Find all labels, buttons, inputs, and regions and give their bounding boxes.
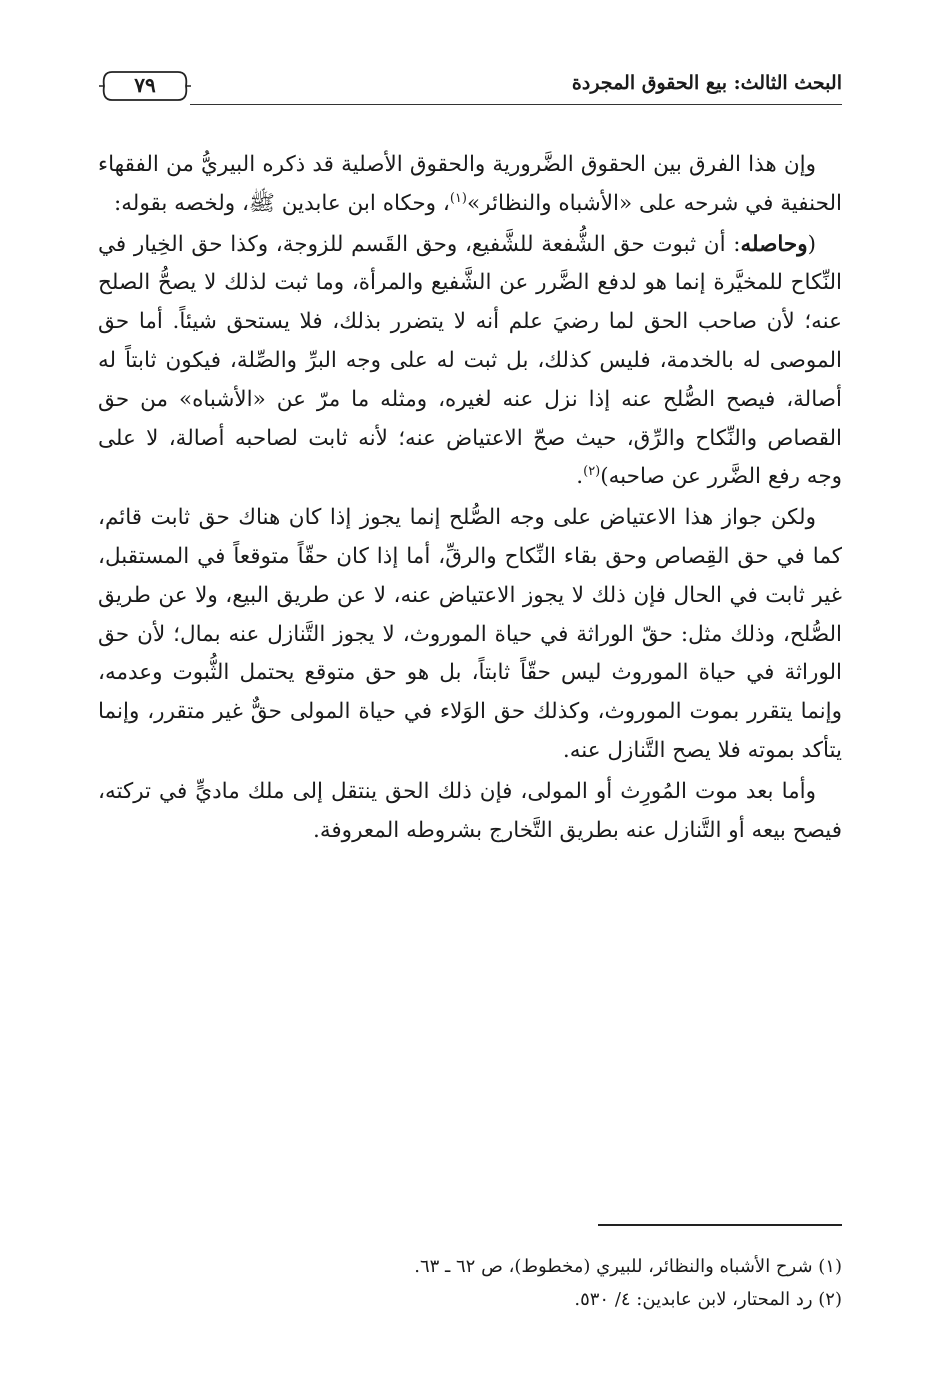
paragraph-2-text-b: . [576, 464, 584, 490]
footnotes [98, 1250, 842, 1316]
page-number-frame [98, 66, 192, 106]
quote-open-paren: ( [807, 231, 816, 257]
running-header [98, 62, 842, 108]
paragraph-3: ولكن جواز هذا الاعتياض على وجه الصُّلح إنما يجوز إذا كان هناك حق ثابت قائم، كما في حق القِصاص وحق بقاء النِّكاح والرقِّ، أما إذا كان حقّاً متوقعاً في المستقبل، غير ثابت في الحال فإن ذلك لا يجوز الاعتياض عنه، لا عن طريق البيع، ولا عن طريق الصُّلح، وذلك مثل: حقّ الوراثة في حياة الموروث، لا يجوز التَّنازل عنه بمال؛ لأن حق الوراثة في حياة الموروث ليس حقّاً ثابتاً، بل هو حق متوقع يحتمل الثُّبوت وعدمه، وإنما يتقرر بموت الموروث، وكذلك حق الوَلاء في حياة المولى حقٌّ غير متقرر، وإنما يتأكد بموته فلا يصح التَّنازل عنه. [98, 505, 842, 763]
body-text [98, 146, 842, 850]
paragraph-2-text-a: : أن ثبوت حق الشُّفعة للشَّفيع، وحق القَسم للزوجة، وكذا حق الخِيار في النِّكاح للمخيَّرة إنما هو لدفع الضَّرر عن الشَّفيع والمرأة، وما ثبت لذلك لا يصحُّ الصلح عنه؛ لأن صاحب الحق لما رضيَ علم أنه لا يتضرر بذلك، فلا يستحق شيئاً. أما حق الموصى له بالخدمة، فليس كذلك، بل ثبت له على وجه البرِّ والصِّلة، فيكون ثابتاً له أصالة، فيصح الصُّلح عنه إذا نزل عنه لغيره، ومثله ما مرّ عن «الأشباه» من حق القصاص والنِّكاح والرِّق، حيث صحّ الاعتياض عنه؛ لأنه ثابت لصاحبه أصالة، لا على وجه رفع الضَّرر عن صاحبه) [98, 231, 842, 490]
footnote-2: (٢) رد المحتار، لابن عابدين: ٤/ ٥٣٠. [574, 1289, 842, 1310]
quote-lead-word: وحاصله [740, 231, 808, 257]
paragraph-2 [98, 226, 842, 498]
running-title: البحث الثالث: بيع الحقوق المجردة [571, 72, 842, 94]
footnote-ref-1[interactable]: (١) [449, 190, 467, 206]
paragraph-1-text-b: ، وحكاه ابن عابدين ﷺ، ولخصه بقوله: [114, 190, 450, 216]
footnote-separator [598, 1224, 842, 1226]
paragraph-4: وأما بعد موت المُورِث أو المولى، فإن ذلك الحق ينتقل إلى ملك ماديٍّ في تركته، فيصح بيعه أو التَّنازل عنه بطريق التَّخارج بشروطه المعروفة. [98, 778, 842, 843]
footnote-1: (١) شرح الأشباه والنظائر، للبيري (مخطوط)، ص ٦٢ ـ ٦٣. [414, 1256, 842, 1277]
footnote-ref-2[interactable]: (٢) [583, 464, 601, 480]
page-number: ٧٩ [134, 73, 156, 97]
paragraph-1 [98, 146, 842, 224]
header-rule [190, 104, 842, 105]
paragraph-1-text-a: وإن هذا الفرق بين الحقوق الضَّرورية والحقوق الأصلية قد ذكره البيريُّ من الفقهاء الحنفية في شرحه على «الأشباه والنظائر» [98, 152, 842, 216]
